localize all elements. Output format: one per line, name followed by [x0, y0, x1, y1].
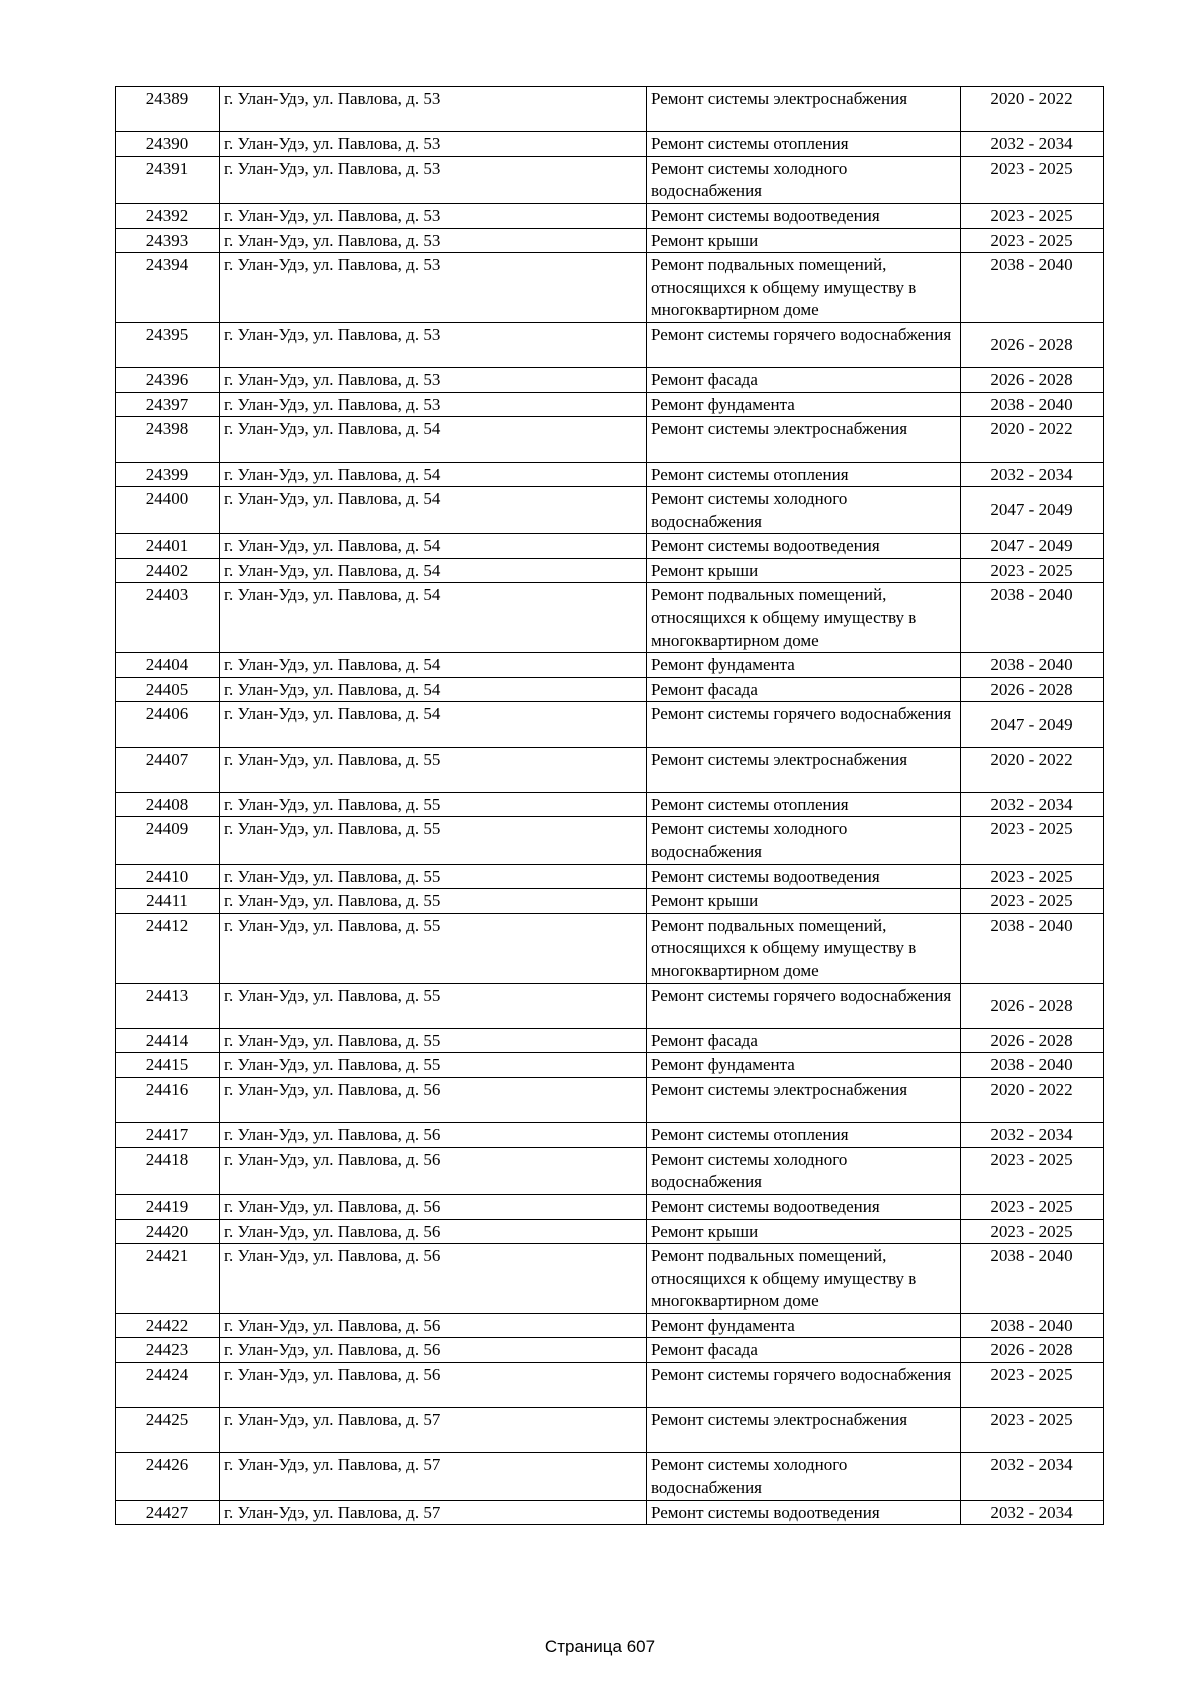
row-period: 2026 - 2028	[961, 322, 1104, 367]
table-row	[116, 1338, 1104, 1363]
row-period: 2038 - 2040	[961, 1313, 1104, 1338]
row-address: г. Улан-Удэ, ул. Павлова, д. 56	[220, 1338, 647, 1363]
row-work-type: Ремонт подвальных помещений, относящихся к общему имуществу в многоквартирном доме	[647, 583, 961, 653]
row-number: 24425	[116, 1408, 220, 1453]
row-period: 2032 - 2034	[961, 1453, 1104, 1500]
table-row	[116, 228, 1104, 253]
row-work-type: Ремонт подвальных помещений, относящихся к общему имуществу в многоквартирном доме	[647, 913, 961, 983]
table-row	[116, 1077, 1104, 1122]
table-row	[116, 817, 1104, 864]
row-period: 2023 - 2025	[961, 1363, 1104, 1408]
row-period: 2047 - 2049	[961, 534, 1104, 559]
row-number: 24427	[116, 1500, 220, 1525]
row-period: 2032 - 2034	[961, 462, 1104, 487]
table-row	[116, 702, 1104, 747]
row-number: 24418	[116, 1147, 220, 1194]
table-row	[116, 322, 1104, 367]
row-work-type: Ремонт фундамента	[647, 1313, 961, 1338]
row-work-type: Ремонт системы холодного водоснабжения	[647, 1453, 961, 1500]
row-address: г. Улан-Удэ, ул. Павлова, д. 54	[220, 417, 647, 462]
row-number: 24396	[116, 368, 220, 393]
row-work-type: Ремонт системы холодного водоснабжения	[647, 487, 961, 534]
row-work-type: Ремонт системы горячего водоснабжения	[647, 702, 961, 747]
row-number: 24421	[116, 1244, 220, 1314]
row-work-type: Ремонт фасада	[647, 1028, 961, 1053]
row-period: 2023 - 2025	[961, 203, 1104, 228]
table-row	[116, 203, 1104, 228]
row-number: 24415	[116, 1053, 220, 1078]
row-number: 24399	[116, 462, 220, 487]
table-row	[116, 792, 1104, 817]
row-period: 2023 - 2025	[961, 864, 1104, 889]
table-row	[116, 1028, 1104, 1053]
row-work-type: Ремонт системы водоотведения	[647, 1500, 961, 1525]
row-address: г. Улан-Удэ, ул. Павлова, д. 54	[220, 534, 647, 559]
row-period: 2026 - 2028	[961, 368, 1104, 393]
row-number: 24390	[116, 132, 220, 157]
row-address: г. Улан-Удэ, ул. Павлова, д. 56	[220, 1123, 647, 1148]
table-row	[116, 534, 1104, 559]
row-number: 24401	[116, 534, 220, 559]
row-address: г. Улан-Удэ, ул. Павлова, д. 53	[220, 253, 647, 323]
row-work-type: Ремонт системы отопления	[647, 1123, 961, 1148]
table-row	[116, 1453, 1104, 1500]
row-work-type: Ремонт системы горячего водоснабжения	[647, 983, 961, 1028]
row-period: 2032 - 2034	[961, 792, 1104, 817]
table-row	[116, 1053, 1104, 1078]
row-address: г. Улан-Удэ, ул. Павлова, д. 55	[220, 1053, 647, 1078]
row-address: г. Улан-Удэ, ул. Павлова, д. 56	[220, 1147, 647, 1194]
row-number: 24417	[116, 1123, 220, 1148]
row-period: 2023 - 2025	[961, 558, 1104, 583]
row-address: г. Улан-Удэ, ул. Павлова, д. 55	[220, 864, 647, 889]
row-work-type: Ремонт системы холодного водоснабжения	[647, 1147, 961, 1194]
table-row	[116, 1500, 1104, 1525]
row-work-type: Ремонт системы горячего водоснабжения	[647, 322, 961, 367]
row-address: г. Улан-Удэ, ул. Павлова, д. 54	[220, 558, 647, 583]
row-address: г. Улан-Удэ, ул. Павлова, д. 54	[220, 462, 647, 487]
row-address: г. Улан-Удэ, ул. Павлова, д. 54	[220, 583, 647, 653]
row-address: г. Улан-Удэ, ул. Павлова, д. 56	[220, 1077, 647, 1122]
row-address: г. Улан-Удэ, ул. Павлова, д. 53	[220, 156, 647, 203]
row-work-type: Ремонт фундамента	[647, 1053, 961, 1078]
row-period: 2023 - 2025	[961, 1194, 1104, 1219]
row-address: г. Улан-Удэ, ул. Павлова, д. 56	[220, 1313, 647, 1338]
row-work-type: Ремонт фундамента	[647, 392, 961, 417]
row-period: 2026 - 2028	[961, 1028, 1104, 1053]
row-work-type: Ремонт системы водоотведения	[647, 534, 961, 559]
row-work-type: Ремонт фасада	[647, 368, 961, 393]
row-period: 2023 - 2025	[961, 1147, 1104, 1194]
row-work-type: Ремонт системы водоотведения	[647, 203, 961, 228]
row-number: 24409	[116, 817, 220, 864]
row-period: 2020 - 2022	[961, 87, 1104, 132]
row-number: 24406	[116, 702, 220, 747]
row-period: 2023 - 2025	[961, 817, 1104, 864]
table-row	[116, 1363, 1104, 1408]
row-number: 24420	[116, 1219, 220, 1244]
row-number: 24422	[116, 1313, 220, 1338]
row-period: 2038 - 2040	[961, 913, 1104, 983]
row-address: г. Улан-Удэ, ул. Павлова, д. 53	[220, 132, 647, 157]
row-address: г. Улан-Удэ, ул. Павлова, д. 53	[220, 87, 647, 132]
row-number: 24424	[116, 1363, 220, 1408]
table-row	[116, 864, 1104, 889]
row-work-type: Ремонт системы электроснабжения	[647, 1077, 961, 1122]
row-number: 24408	[116, 792, 220, 817]
row-address: г. Улан-Удэ, ул. Павлова, д. 55	[220, 747, 647, 792]
row-address: г. Улан-Удэ, ул. Павлова, д. 53	[220, 392, 647, 417]
row-number: 24397	[116, 392, 220, 417]
row-period: 2026 - 2028	[961, 983, 1104, 1028]
row-number: 24419	[116, 1194, 220, 1219]
row-period: 2038 - 2040	[961, 1053, 1104, 1078]
row-period: 2038 - 2040	[961, 1244, 1104, 1314]
row-address: г. Улан-Удэ, ул. Павлова, д. 56	[220, 1194, 647, 1219]
row-number: 24389	[116, 87, 220, 132]
row-address: г. Улан-Удэ, ул. Павлова, д. 56	[220, 1219, 647, 1244]
row-address: г. Улан-Удэ, ул. Павлова, д. 56	[220, 1244, 647, 1314]
row-address: г. Улан-Удэ, ул. Павлова, д. 55	[220, 913, 647, 983]
row-work-type: Ремонт фасада	[647, 1338, 961, 1363]
table-row	[116, 1147, 1104, 1194]
table-row	[116, 583, 1104, 653]
row-number: 24393	[116, 228, 220, 253]
row-number: 24411	[116, 889, 220, 914]
row-number: 24413	[116, 983, 220, 1028]
repair-schedule-table	[115, 86, 1104, 1525]
row-address: г. Улан-Удэ, ул. Павлова, д. 54	[220, 702, 647, 747]
row-number: 24416	[116, 1077, 220, 1122]
table-body	[116, 87, 1104, 1525]
row-number: 24423	[116, 1338, 220, 1363]
row-work-type: Ремонт системы электроснабжения	[647, 1408, 961, 1453]
row-period: 2038 - 2040	[961, 653, 1104, 678]
row-address: г. Улан-Удэ, ул. Павлова, д. 53	[220, 228, 647, 253]
table-row	[116, 983, 1104, 1028]
row-work-type: Ремонт фасада	[647, 677, 961, 702]
row-work-type: Ремонт системы водоотведения	[647, 1194, 961, 1219]
row-number: 24400	[116, 487, 220, 534]
table-row	[116, 392, 1104, 417]
table-row	[116, 747, 1104, 792]
table-row	[116, 417, 1104, 462]
row-number: 24391	[116, 156, 220, 203]
row-period: 2023 - 2025	[961, 1219, 1104, 1244]
row-address: г. Улан-Удэ, ул. Павлова, д. 55	[220, 889, 647, 914]
row-period: 2047 - 2049	[961, 487, 1104, 534]
row-period: 2032 - 2034	[961, 132, 1104, 157]
row-work-type: Ремонт системы электроснабжения	[647, 417, 961, 462]
table-row	[116, 132, 1104, 157]
row-address: г. Улан-Удэ, ул. Павлова, д. 54	[220, 487, 647, 534]
row-number: 24395	[116, 322, 220, 367]
row-address: г. Улан-Удэ, ул. Павлова, д. 54	[220, 653, 647, 678]
table-row	[116, 253, 1104, 323]
table-row	[116, 487, 1104, 534]
row-number: 24402	[116, 558, 220, 583]
row-number: 24404	[116, 653, 220, 678]
table-row	[116, 1123, 1104, 1148]
row-period: 2047 - 2049	[961, 702, 1104, 747]
row-work-type: Ремонт подвальных помещений, относящихся к общему имуществу в многоквартирном доме	[647, 253, 961, 323]
row-work-type: Ремонт системы отопления	[647, 462, 961, 487]
table-row	[116, 677, 1104, 702]
row-period: 2020 - 2022	[961, 417, 1104, 462]
row-work-type: Ремонт фундамента	[647, 653, 961, 678]
row-period: 2020 - 2022	[961, 747, 1104, 792]
row-address: г. Улан-Удэ, ул. Павлова, д. 54	[220, 677, 647, 702]
row-period: 2020 - 2022	[961, 1077, 1104, 1122]
row-work-type: Ремонт системы отопления	[647, 792, 961, 817]
table-row	[116, 368, 1104, 393]
table-row	[116, 87, 1104, 132]
table-row	[116, 653, 1104, 678]
table-row	[116, 913, 1104, 983]
table-row	[116, 156, 1104, 203]
row-number: 24394	[116, 253, 220, 323]
row-period: 2032 - 2034	[961, 1123, 1104, 1148]
row-address: г. Улан-Удэ, ул. Павлова, д. 57	[220, 1408, 647, 1453]
row-number: 24392	[116, 203, 220, 228]
row-period: 2026 - 2028	[961, 1338, 1104, 1363]
row-period: 2023 - 2025	[961, 156, 1104, 203]
row-address: г. Улан-Удэ, ул. Павлова, д. 53	[220, 203, 647, 228]
table-row	[116, 1219, 1104, 1244]
row-number: 24414	[116, 1028, 220, 1053]
row-number: 24426	[116, 1453, 220, 1500]
row-work-type: Ремонт системы отопления	[647, 132, 961, 157]
table-row	[116, 462, 1104, 487]
row-address: г. Улан-Удэ, ул. Павлова, д. 53	[220, 322, 647, 367]
table-row	[116, 1244, 1104, 1314]
row-work-type: Ремонт системы электроснабжения	[647, 87, 961, 132]
row-address: г. Улан-Удэ, ул. Павлова, д. 57	[220, 1500, 647, 1525]
table-row	[116, 558, 1104, 583]
row-number: 24405	[116, 677, 220, 702]
row-period: 2023 - 2025	[961, 228, 1104, 253]
row-period: 2038 - 2040	[961, 392, 1104, 417]
row-period: 2026 - 2028	[961, 677, 1104, 702]
row-work-type: Ремонт крыши	[647, 558, 961, 583]
table-row	[116, 889, 1104, 914]
row-address: г. Улан-Удэ, ул. Павлова, д. 53	[220, 368, 647, 393]
row-period: 2023 - 2025	[961, 1408, 1104, 1453]
row-period: 2038 - 2040	[961, 583, 1104, 653]
row-number: 24412	[116, 913, 220, 983]
table-row	[116, 1408, 1104, 1453]
row-period: 2032 - 2034	[961, 1500, 1104, 1525]
row-address: г. Улан-Удэ, ул. Павлова, д. 55	[220, 983, 647, 1028]
row-number: 24407	[116, 747, 220, 792]
row-work-type: Ремонт крыши	[647, 1219, 961, 1244]
row-number: 24398	[116, 417, 220, 462]
row-address: г. Улан-Удэ, ул. Павлова, д. 56	[220, 1363, 647, 1408]
row-work-type: Ремонт системы водоотведения	[647, 864, 961, 889]
row-work-type: Ремонт подвальных помещений, относящихся к общему имуществу в многоквартирном доме	[647, 1244, 961, 1314]
table-row	[116, 1313, 1104, 1338]
row-number: 24403	[116, 583, 220, 653]
row-period: 2038 - 2040	[961, 253, 1104, 323]
row-work-type: Ремонт системы электроснабжения	[647, 747, 961, 792]
row-work-type: Ремонт системы горячего водоснабжения	[647, 1363, 961, 1408]
row-work-type: Ремонт системы холодного водоснабжения	[647, 156, 961, 203]
row-period: 2023 - 2025	[961, 889, 1104, 914]
row-address: г. Улан-Удэ, ул. Павлова, д. 55	[220, 792, 647, 817]
row-work-type: Ремонт крыши	[647, 228, 961, 253]
row-work-type: Ремонт крыши	[647, 889, 961, 914]
page-number: Страница 607	[544, 1637, 656, 1656]
row-address: г. Улан-Удэ, ул. Павлова, д. 57	[220, 1453, 647, 1500]
row-work-type: Ремонт системы холодного водоснабжения	[647, 817, 961, 864]
table-row	[116, 1194, 1104, 1219]
row-address: г. Улан-Удэ, ул. Павлова, д. 55	[220, 1028, 647, 1053]
row-address: г. Улан-Удэ, ул. Павлова, д. 55	[220, 817, 647, 864]
row-number: 24410	[116, 864, 220, 889]
